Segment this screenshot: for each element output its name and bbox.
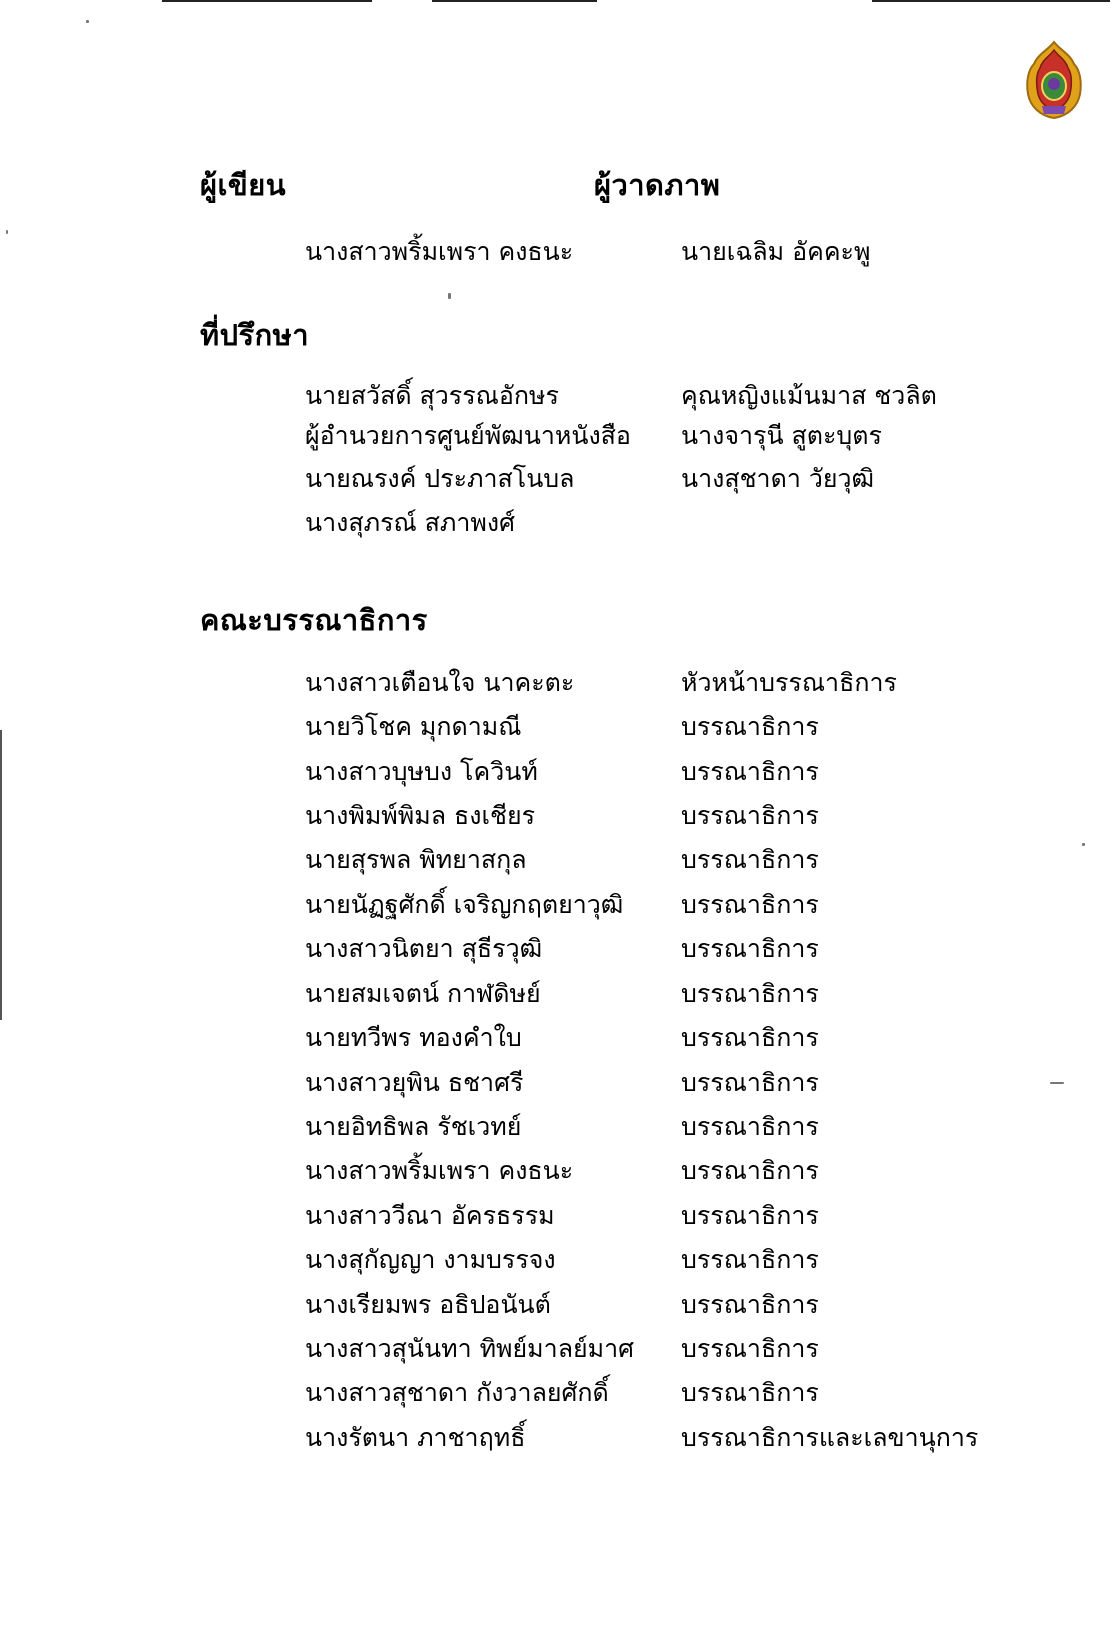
scan-left-edge-line xyxy=(0,730,2,1020)
editor-name: นายสมเจตน์ กาฬดิษย์ xyxy=(305,979,541,1008)
illustrator-name: นายเฉลิม อัคคะพู xyxy=(681,237,871,266)
scan-speck xyxy=(1050,1082,1064,1084)
editor-name: นายอิทธิพล รัชเวทย์ xyxy=(305,1112,522,1141)
scan-speck xyxy=(6,230,8,234)
editor-name: นางสาวเตือนใจ นาคะตะ xyxy=(305,668,575,697)
advisor-name: ผู้อำนวยการศูนย์พัฒนาหนังสือ xyxy=(305,421,631,450)
editor-name: นางสาวสุนันทา ทิพย์มาลย์มาศ xyxy=(305,1334,635,1363)
scan-top-line-mid xyxy=(432,0,597,2)
advisors-heading: ที่ปรึกษา xyxy=(200,318,310,352)
ministry-emblem-icon xyxy=(1024,40,1084,120)
editor-role: บรรณาธิการ xyxy=(681,1068,819,1097)
editor-name: นายนัฏฐศักดิ์ เจริญกฤตยาวุฒิ xyxy=(305,890,624,919)
editor-role: บรรณาธิการ xyxy=(681,1201,819,1230)
scan-top-line-right xyxy=(872,0,1110,2)
advisor-name: นายสวัสดิ์ สุวรรณอักษร xyxy=(305,381,559,410)
advisor-name: นางสุภรณ์ สภาพงศ์ xyxy=(305,508,515,537)
advisor-name: นางสุชาดา วัยวุฒิ xyxy=(681,464,875,493)
scan-speck xyxy=(86,20,89,23)
editor-role: บรรณาธิการและเลขานุการ xyxy=(681,1423,979,1452)
editor-role: บรรณาธิการ xyxy=(681,757,819,786)
editor-role: บรรณาธิการ xyxy=(681,1112,819,1141)
editor-role: บรรณาธิการ xyxy=(681,801,819,830)
editor-role: บรรณาธิการ xyxy=(681,1156,819,1185)
scan-top-line-left xyxy=(162,0,372,2)
editor-role: บรรณาธิการ xyxy=(681,890,819,919)
editor-name: นางสาวนิตยา สุธีรวุฒิ xyxy=(305,934,543,963)
editorial-board-heading: คณะบรรณาธิการ xyxy=(200,603,428,637)
scan-speck xyxy=(448,293,451,299)
editor-name: นางสาวยุพิน ธชาศรี xyxy=(305,1068,524,1097)
editor-name: นายสุรพล พิทยาสกุล xyxy=(305,845,527,874)
editor-role: บรรณาธิการ xyxy=(681,845,819,874)
editor-name: นายวิโชค มุกดามณี xyxy=(305,712,522,741)
editor-name: นางเรียมพร อธิปอนันต์ xyxy=(305,1290,551,1319)
editor-role: บรรณาธิการ xyxy=(681,712,819,741)
illustrator-heading: ผู้วาดภาพ xyxy=(594,168,721,202)
editor-name: นางรัตนา ภาชาฤทธิ์ xyxy=(305,1423,526,1452)
editor-role: บรรณาธิการ xyxy=(681,1290,819,1319)
editor-role: บรรณาธิการ xyxy=(681,1023,819,1052)
editor-role: หัวหน้าบรรณาธิการ xyxy=(681,668,897,697)
scan-speck xyxy=(1082,843,1085,846)
editor-name: นางสาวพริ้มเพรา คงธนะ xyxy=(305,1156,574,1185)
editor-name: นางสาวบุษบง โควินท์ xyxy=(305,757,538,786)
advisor-name: นางจารุนี สูตะบุตร xyxy=(681,421,882,450)
editor-role: บรรณาธิการ xyxy=(681,1245,819,1274)
editor-name: นายทวีพร ทองคำใบ xyxy=(305,1023,522,1052)
editor-role: บรรณาธิการ xyxy=(681,934,819,963)
advisor-name: นายณรงค์ ประภาสโนบล xyxy=(305,464,575,493)
editor-name: นางสาวสุชาดา กังวาลยศักดิ์ xyxy=(305,1378,609,1407)
editor-name: นางพิมพ์พิมล ธงเชียร xyxy=(305,801,536,830)
editor-role: บรรณาธิการ xyxy=(681,1378,819,1407)
editor-name: นางสาววีณา อัครธรรม xyxy=(305,1201,555,1230)
author-heading: ผู้เขียน xyxy=(200,168,287,202)
editor-role: บรรณาธิการ xyxy=(681,979,819,1008)
author-name: นางสาวพริ้มเพรา คงธนะ xyxy=(305,237,574,266)
editor-name: นางสุกัญญา งามบรรจง xyxy=(305,1245,556,1274)
editor-role: บรรณาธิการ xyxy=(681,1334,819,1363)
advisor-name: คุณหญิงแม้นมาส ชวลิต xyxy=(681,381,937,410)
